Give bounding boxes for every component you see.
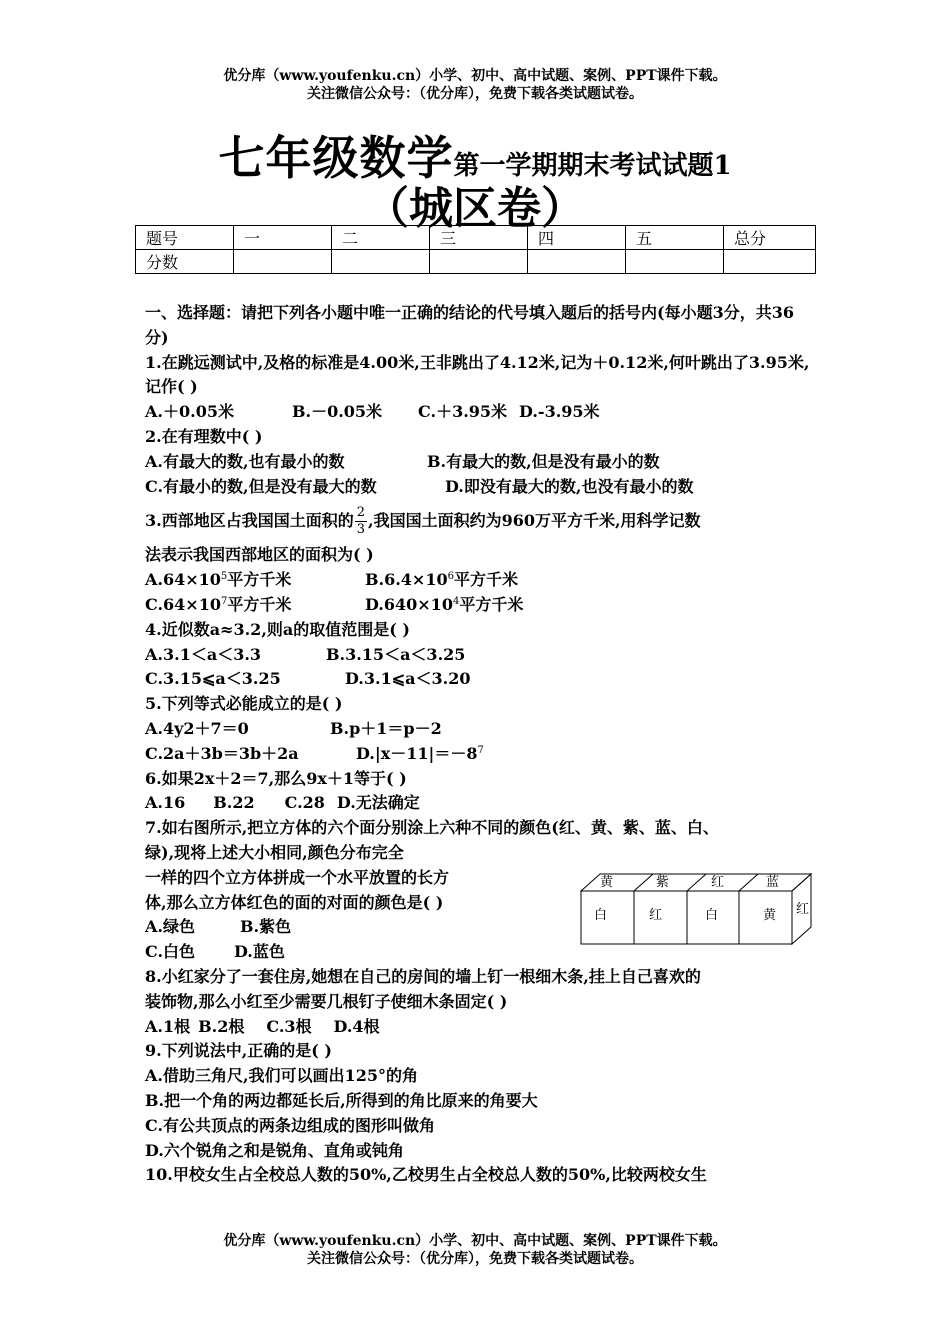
- option-d-base: D.640×10: [365, 594, 453, 614]
- score-header-cell: 四: [528, 226, 626, 250]
- question-4-options-cd: [145, 667, 810, 692]
- question-3-text: 3.西部地区占我国国土面积的: [145, 511, 354, 531]
- option-d: [356, 744, 484, 763]
- option-a: A.3.1＜a＜3.3: [145, 644, 262, 664]
- cube-front-label: 白: [705, 908, 719, 923]
- score-header-cell: 五: [626, 226, 724, 250]
- fraction-denominator: 3: [356, 522, 365, 538]
- score-cell[interactable]: [234, 250, 332, 274]
- score-cell[interactable]: [528, 250, 626, 274]
- score-header-cell: 二: [332, 226, 430, 250]
- question-9-stem: 9.下列说法中,正确的是( ): [145, 1041, 332, 1061]
- option-d: D.3.1⩽a＜3.20: [345, 669, 471, 689]
- question-5-stem: 5.下列等式必能成立的是( ): [145, 694, 343, 714]
- question-1-stem: 1.在跳远测试中,及格的标准是4.00米,王非跳出了4.12米,记为＋0.12米,何叶跳出了3.95米,记作( ): [145, 352, 810, 397]
- option-b: B.把一个角的两边都延长后,所得到的角比原来的角要大: [145, 1090, 538, 1110]
- option-c-exponent: 7: [220, 595, 228, 607]
- score-cell[interactable]: [430, 250, 528, 274]
- option-d-base: D.|x－11|＝－8: [356, 743, 478, 763]
- option-a: A.有最大的数,也有最小的数: [145, 451, 345, 471]
- option-d: D.无法确定: [336, 793, 420, 813]
- option-b-unit: 平方千米: [453, 570, 518, 590]
- score-table: [135, 225, 816, 274]
- cube-front-label: 红: [649, 908, 663, 923]
- option-b: B.有最大的数,但是没有最小的数: [427, 451, 660, 471]
- cube-figure-svg: [578, 871, 814, 947]
- option-d-unit: 平方千米: [459, 594, 524, 614]
- exam-title-line2: （城区卷）: [365, 183, 585, 234]
- option-b: B.2根: [198, 1016, 245, 1036]
- title-sub: 第一学期期末考试试题1: [453, 151, 732, 181]
- option-b: B.22: [213, 793, 255, 813]
- option-b-base: B.6.4×10: [365, 570, 448, 590]
- score-header-cell: 一: [234, 226, 332, 250]
- option-c: C.2a＋3b＝3b＋2a: [145, 743, 299, 763]
- cube-top-label: 紫: [656, 875, 670, 890]
- question-2-options-cd: [145, 475, 810, 500]
- exam-body: [145, 301, 810, 1188]
- option-b: B.紫色: [240, 917, 292, 937]
- option-c: C.3.15⩽a＜3.25: [145, 669, 281, 689]
- question-5-options-ab: [145, 717, 810, 742]
- question-4-stem: 4.近似数a≈3.2,则a的取值范围是( ): [145, 619, 410, 639]
- score-cell[interactable]: [724, 250, 816, 274]
- option-a: A.绿色: [145, 917, 195, 937]
- score-header-cell: 总分: [724, 226, 816, 250]
- option-a: A.4y2＋7＝0: [145, 718, 249, 738]
- fraction: [355, 505, 367, 538]
- page-footer: [0, 1232, 950, 1268]
- option-c: C.＋3.95米: [418, 402, 508, 422]
- option-a: A.1根: [145, 1016, 191, 1036]
- section-intro: 一、选择题：请把下列各小题中唯一正确的结论的代号填入题后的括号内(每小题3分，共36分): [145, 303, 794, 347]
- question-2-stem: 2.在有理数中( ): [145, 426, 263, 446]
- option-c: C.有最小的数,但是没有最大的数: [145, 476, 377, 496]
- option-b: B.－0.05米: [291, 402, 383, 422]
- option-b: B.3.15＜a＜3.25: [326, 644, 466, 664]
- question-1-options: [145, 400, 810, 425]
- option-c-base: C.64×10: [145, 594, 221, 614]
- option-a-exponent: 5: [220, 571, 228, 583]
- option-a-unit: 平方千米: [227, 570, 292, 590]
- cube-front-label: 白: [594, 908, 608, 923]
- question-7-line3: 一样的四个立方体拼成一个水平放置的长方: [145, 867, 450, 887]
- option-d: D.蓝色: [234, 942, 285, 962]
- fraction-numerator: 2: [356, 505, 365, 521]
- option-d: D.六个锐角之和是锐角、直角或钝角: [145, 1140, 404, 1160]
- option-c-unit: 平方千米: [227, 594, 292, 614]
- option-c: C.白色: [145, 942, 196, 962]
- option-d: D.-3.95米: [519, 402, 600, 422]
- question-2-options-ab: [145, 450, 810, 475]
- question-7-line1: 7.如右图所示,把立方体的六个面分别涂上六种不同的颜色(红、黄、紫、蓝、白、: [145, 818, 719, 838]
- cube-top-label: 红: [711, 875, 725, 890]
- question-3-options-cd: [145, 593, 810, 618]
- option-d: D.4根: [333, 1016, 380, 1036]
- option-a-base: A.64×10: [145, 570, 221, 590]
- option-b: B.p＋1＝p－2: [330, 718, 442, 738]
- header-line-1: 优分库（www.youfenku.cn）小学、初中、高中试题、案例、PPT课件下载。: [223, 68, 727, 84]
- score-header-cell: 题号: [136, 226, 234, 250]
- question-8-line2: 装饰物,那么小红至少需要几根钉子使细木条固定( ): [145, 991, 508, 1011]
- option-a: A.＋0.05米: [145, 402, 234, 422]
- question-6-options: [145, 791, 810, 816]
- option-d: [365, 595, 523, 614]
- score-table-header-row: [136, 226, 816, 250]
- score-header-cell: 三: [430, 226, 528, 250]
- option-a: [145, 568, 365, 593]
- cube-top-label: 黄: [600, 875, 614, 890]
- question-7-line2: 绿),现将上述大小相同,颜色分布完全: [145, 842, 404, 862]
- option-a: A.16: [145, 793, 186, 813]
- page-header: [0, 67, 950, 103]
- option-b: [365, 570, 518, 589]
- option-c: [145, 593, 365, 618]
- score-table-row: [136, 250, 816, 274]
- option-c: C.3根: [266, 1016, 312, 1036]
- cube-figure: [578, 871, 814, 951]
- option-d: D.即没有最大的数,也没有最小的数: [445, 476, 694, 496]
- cube-front-label: 黄: [763, 908, 777, 923]
- option-d-exponent: 7: [477, 744, 484, 756]
- question-3-stem-line2: 法表示我国西部地区的面积为( ): [145, 545, 374, 565]
- footer-line-2: 关注微信公众号：（优分库），免费下载各类试题试卷。: [307, 1251, 643, 1267]
- score-cell[interactable]: [626, 250, 724, 274]
- option-b-exponent: 6: [447, 571, 454, 583]
- option-a: A.借助三角尺,我们可以画出125°的角: [145, 1066, 418, 1086]
- question-8-line1: 8.小红家分了一套住房,她想在自己的房间的墙上钉一根细木条,挂上自己喜欢的: [145, 966, 701, 986]
- question-5-options-cd: [145, 742, 810, 767]
- question-3-options-ab: [145, 568, 810, 593]
- option-c: C.有公共顶点的两条边组成的图形叫做角: [145, 1115, 436, 1135]
- question-6-stem: 6.如果2x＋2＝7,那么9x＋1等于( ): [145, 768, 407, 788]
- question-3-text-cont: ,我国国土面积约为960万平方千米,用科学记数: [368, 511, 701, 531]
- question-7-line4: 体,那么立方体红色的面的对面的颜色是( ): [145, 892, 444, 912]
- exam-title: [0, 122, 950, 185]
- question-10-line1: 10.甲校女生占全校总人数的50%,乙校男生占全校总人数的50%,比较两校女生: [145, 1165, 707, 1185]
- question-8-options: [145, 1015, 810, 1040]
- title-main: 七年级数学: [218, 131, 454, 185]
- cube-top-label: 蓝: [766, 875, 780, 890]
- option-d-exponent: 4: [452, 595, 460, 607]
- option-c: C.28: [284, 793, 325, 813]
- cube-side-label: 红: [796, 902, 810, 917]
- question-4-options-ab: [145, 643, 810, 668]
- score-cell[interactable]: [332, 250, 430, 274]
- header-line-2: 关注微信公众号：（优分库），免费下载各类试题试卷。: [307, 86, 643, 102]
- footer-line-1: 优分库（www.youfenku.cn）小学、初中、高中试题、案例、PPT课件下载。: [223, 1233, 727, 1249]
- question-3-stem: [145, 499, 810, 543]
- score-row-label: 分数: [136, 250, 234, 274]
